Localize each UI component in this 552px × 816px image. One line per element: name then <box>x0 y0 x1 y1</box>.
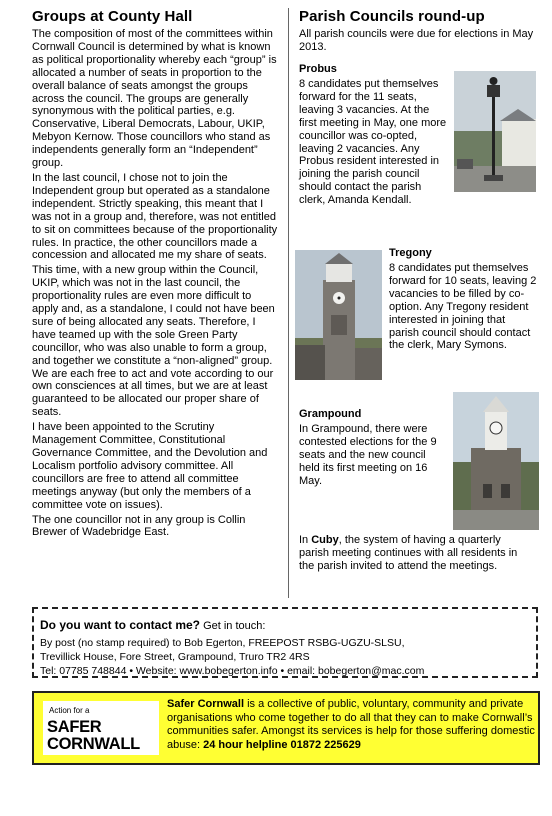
tregony-title: Tregony <box>389 247 432 259</box>
parish-header <box>299 8 543 56</box>
cuby-text: In Cuby, the system of having a quarterly parish meeting continues with all residents in the parish invited to attend the meetings. <box>299 534 518 572</box>
contact-heading <box>40 616 530 634</box>
probus-photo <box>454 71 536 192</box>
groups-paragraph-3: This time, with a new group within the Council, UKIP, which was not in the last council, the proportionality rules are even more difficult to apply and, as a standalone, I could not have been sure of being allocated any seats. Therefore, I have teamed up with the sole Green Party councillor, who was also unable to form a group, and together we constitute a “non-aligned” group. We are each free to act and vote according to our own consciences at all times, but we are at least guaranteed to be allocated our proper share of seats. <box>32 264 275 419</box>
groups-paragraph-5: The one councillor not in any group is Collin Brewer of Wadebridge East. <box>32 513 246 539</box>
probus-title: Probus <box>299 63 337 75</box>
contact-phone-web-email: Tel: 07785 748844 • Website: www.bobegerton.info • email: bobegerton@mac.com <box>40 665 425 677</box>
parish-heading: Parish Councils round-up <box>299 8 485 25</box>
tregony-text: 8 candidates put themselves forward for 10 seats, leaving 2 vacancies to be filled by co-option. Any Tregony resident interested in joining that parish council should contact the clerk, Mary Symons. <box>389 262 537 352</box>
safer-cornwall-banner <box>32 691 540 765</box>
grampound-section <box>299 408 449 490</box>
contact-box <box>32 607 538 678</box>
banner-helpline: 24 hour helpline 01872 225629 <box>203 738 361 751</box>
left-column <box>32 8 278 541</box>
groups-heading: Groups at County Hall <box>32 8 193 25</box>
cuby-section <box>299 534 527 575</box>
tregony-photo <box>295 250 382 380</box>
safer-cornwall-logo <box>43 701 159 755</box>
probus-text: 8 candidates put themselves forward for the 11 seats, leaving 3 vacancies. At the first meeting in May, one more councillor was co-opted, leaving 2 vacancies. Any Probus resident interested in joining the parish council should contact the parish clerk, Amanda Kendall. <box>299 78 447 207</box>
contact-subtitle: Get in touch: <box>200 620 266 632</box>
column-divider <box>288 8 289 598</box>
contact-address-line: Trevillick House, Fore Street, Grampound, Truro TR2 4RS <box>40 651 310 663</box>
grampound-text: In Grampound, there were contested elections for the 9 seats and the new council held its first meeting on 16 May. <box>299 423 437 487</box>
grampound-photo <box>453 392 539 530</box>
banner-org-name: Safer Cornwall <box>167 698 245 710</box>
groups-paragraph-2: In the last council, I chose not to join the Independent group but operated as a standalone independent. Strictly speaking, this meant that I was not in a group and, therefore, was not entitled to sit on committees because of the proportionality rules. In practice, the other councillors made a concession and allocated me my share of seats. <box>32 171 278 262</box>
parish-intro: All parish councils were due for elections in May 2013. <box>299 28 534 53</box>
contact-title: Do you want to contact me? <box>40 618 201 632</box>
cuby-name: Cuby <box>311 534 339 546</box>
grampound-title: Grampound <box>299 408 362 420</box>
groups-paragraph-1: The composition of most of the committees within Cornwall Council is determined by what is known as political proportionality whereby each “group” is allocated a number of seats in proportion to the overall balance of seats amongst the groups across the council. The groups are generally synonymous with the political parties, e.g. Conservative, Liberal Democrats, Labour, UKIP, Mebyon Kernow. Those councillors who stand as independents generally form an “Independent” group. <box>32 28 277 170</box>
logo-safer: SAFER <box>47 718 102 736</box>
banner-text: Safer Cornwall is a collective of public, voluntary, community and private organisations who come together to do all that they can to make Cornwall’s communities safer. Amongst its services is help for those suffering domestic abuse: 24 hour helpline 01872 225629 <box>167 698 535 751</box>
logo-tagline: Action for a <box>49 706 90 715</box>
groups-paragraph-4: I have been appointed to the Scrutiny Management Committee, Constitutional Governance Committee, and the Devolution and Localism portfolio advisory committee. All councillors are free to attend all committee meetings anyway (but only the members of a committee vote on issues). <box>32 421 268 511</box>
logo-cornwall: CORNWALL <box>47 735 140 753</box>
tregony-section <box>389 247 537 354</box>
contact-postal-line: By post (no stamp required) to Bob Egerton, FREEPOST RSBG-UGZU-SLSU, <box>40 637 405 649</box>
probus-section <box>299 63 449 209</box>
